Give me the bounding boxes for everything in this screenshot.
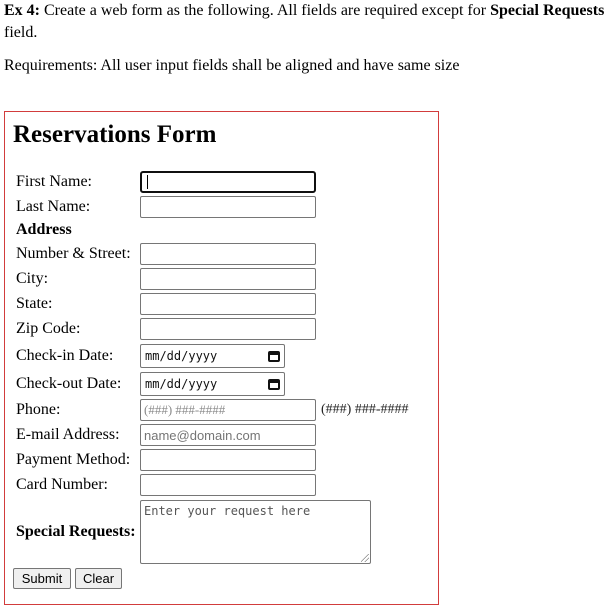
address-heading-row (16, 219, 140, 241)
exercise-label: Ex 4: (4, 2, 40, 19)
resize-grip-icon[interactable] (361, 554, 369, 562)
state-label: State: (16, 295, 53, 312)
checkin-label: Check-in Date: (16, 347, 114, 364)
submit-button[interactable]: Submit (13, 568, 71, 589)
checkout-row (16, 373, 140, 395)
street-row (16, 243, 140, 265)
first-name-input[interactable] (140, 171, 316, 193)
city-row (16, 268, 140, 290)
checkout-date-placeholder: mm/dd/yyyy (145, 377, 218, 391)
address-heading: Address (16, 221, 72, 238)
city-input[interactable] (140, 268, 316, 290)
zip-row (16, 318, 140, 340)
calendar-icon[interactable] (268, 379, 280, 390)
state-row (16, 293, 140, 315)
special-label: Special Requests: (16, 523, 136, 540)
card-row (16, 474, 140, 496)
special-placeholder: Enter your request here (144, 504, 311, 518)
checkout-label: Check-out Date: (16, 375, 122, 392)
street-input[interactable] (140, 243, 316, 265)
last-name-input[interactable] (140, 196, 316, 218)
intro-bold-field: Special Requests (490, 2, 605, 19)
payment-input[interactable] (140, 449, 316, 471)
checkout-date-input[interactable] (140, 372, 285, 396)
email-row (16, 424, 140, 446)
intro-text-end: field. (4, 24, 38, 41)
checkin-date-input[interactable] (140, 344, 285, 368)
city-label: City: (16, 270, 49, 287)
first-name-label: First Name: (16, 173, 92, 190)
clear-button[interactable]: Clear (75, 568, 122, 589)
street-label: Number & Street: (16, 245, 131, 262)
phone-format-hint: (###) ###-#### (321, 402, 409, 417)
email-label: E-mail Address: (16, 426, 120, 443)
card-label: Card Number: (16, 476, 108, 493)
phone-label: Phone: (16, 401, 61, 418)
email-input[interactable] (140, 424, 316, 446)
last-name-row (16, 196, 140, 218)
last-name-label: Last Name: (16, 198, 91, 215)
phone-row (16, 399, 140, 421)
first-name-row (16, 171, 140, 193)
special-requests-textarea[interactable] (140, 500, 371, 564)
text-caret (147, 175, 148, 189)
payment-row (16, 449, 140, 471)
reservations-form (4, 111, 439, 605)
checkin-row (16, 345, 140, 367)
phone-placeholder: (###) ###-#### (144, 402, 226, 417)
exercise-intro (4, 0, 608, 44)
requirements-text: Requirements: All user input fields shall be aligned and have same size (4, 57, 460, 74)
special-row (16, 521, 140, 543)
state-input[interactable] (140, 293, 316, 315)
zip-label: Zip Code: (16, 320, 81, 337)
form-title: Reservations Form (13, 121, 217, 148)
card-input[interactable] (140, 474, 316, 496)
zip-input[interactable] (140, 318, 316, 340)
payment-label: Payment Method: (16, 451, 131, 468)
email-placeholder: name@domain.com (144, 427, 261, 443)
calendar-icon[interactable] (268, 351, 280, 362)
checkin-date-placeholder: mm/dd/yyyy (145, 349, 218, 363)
phone-input[interactable] (140, 399, 316, 421)
intro-text: Create a web form as the following. All fields are required except for (40, 2, 491, 19)
